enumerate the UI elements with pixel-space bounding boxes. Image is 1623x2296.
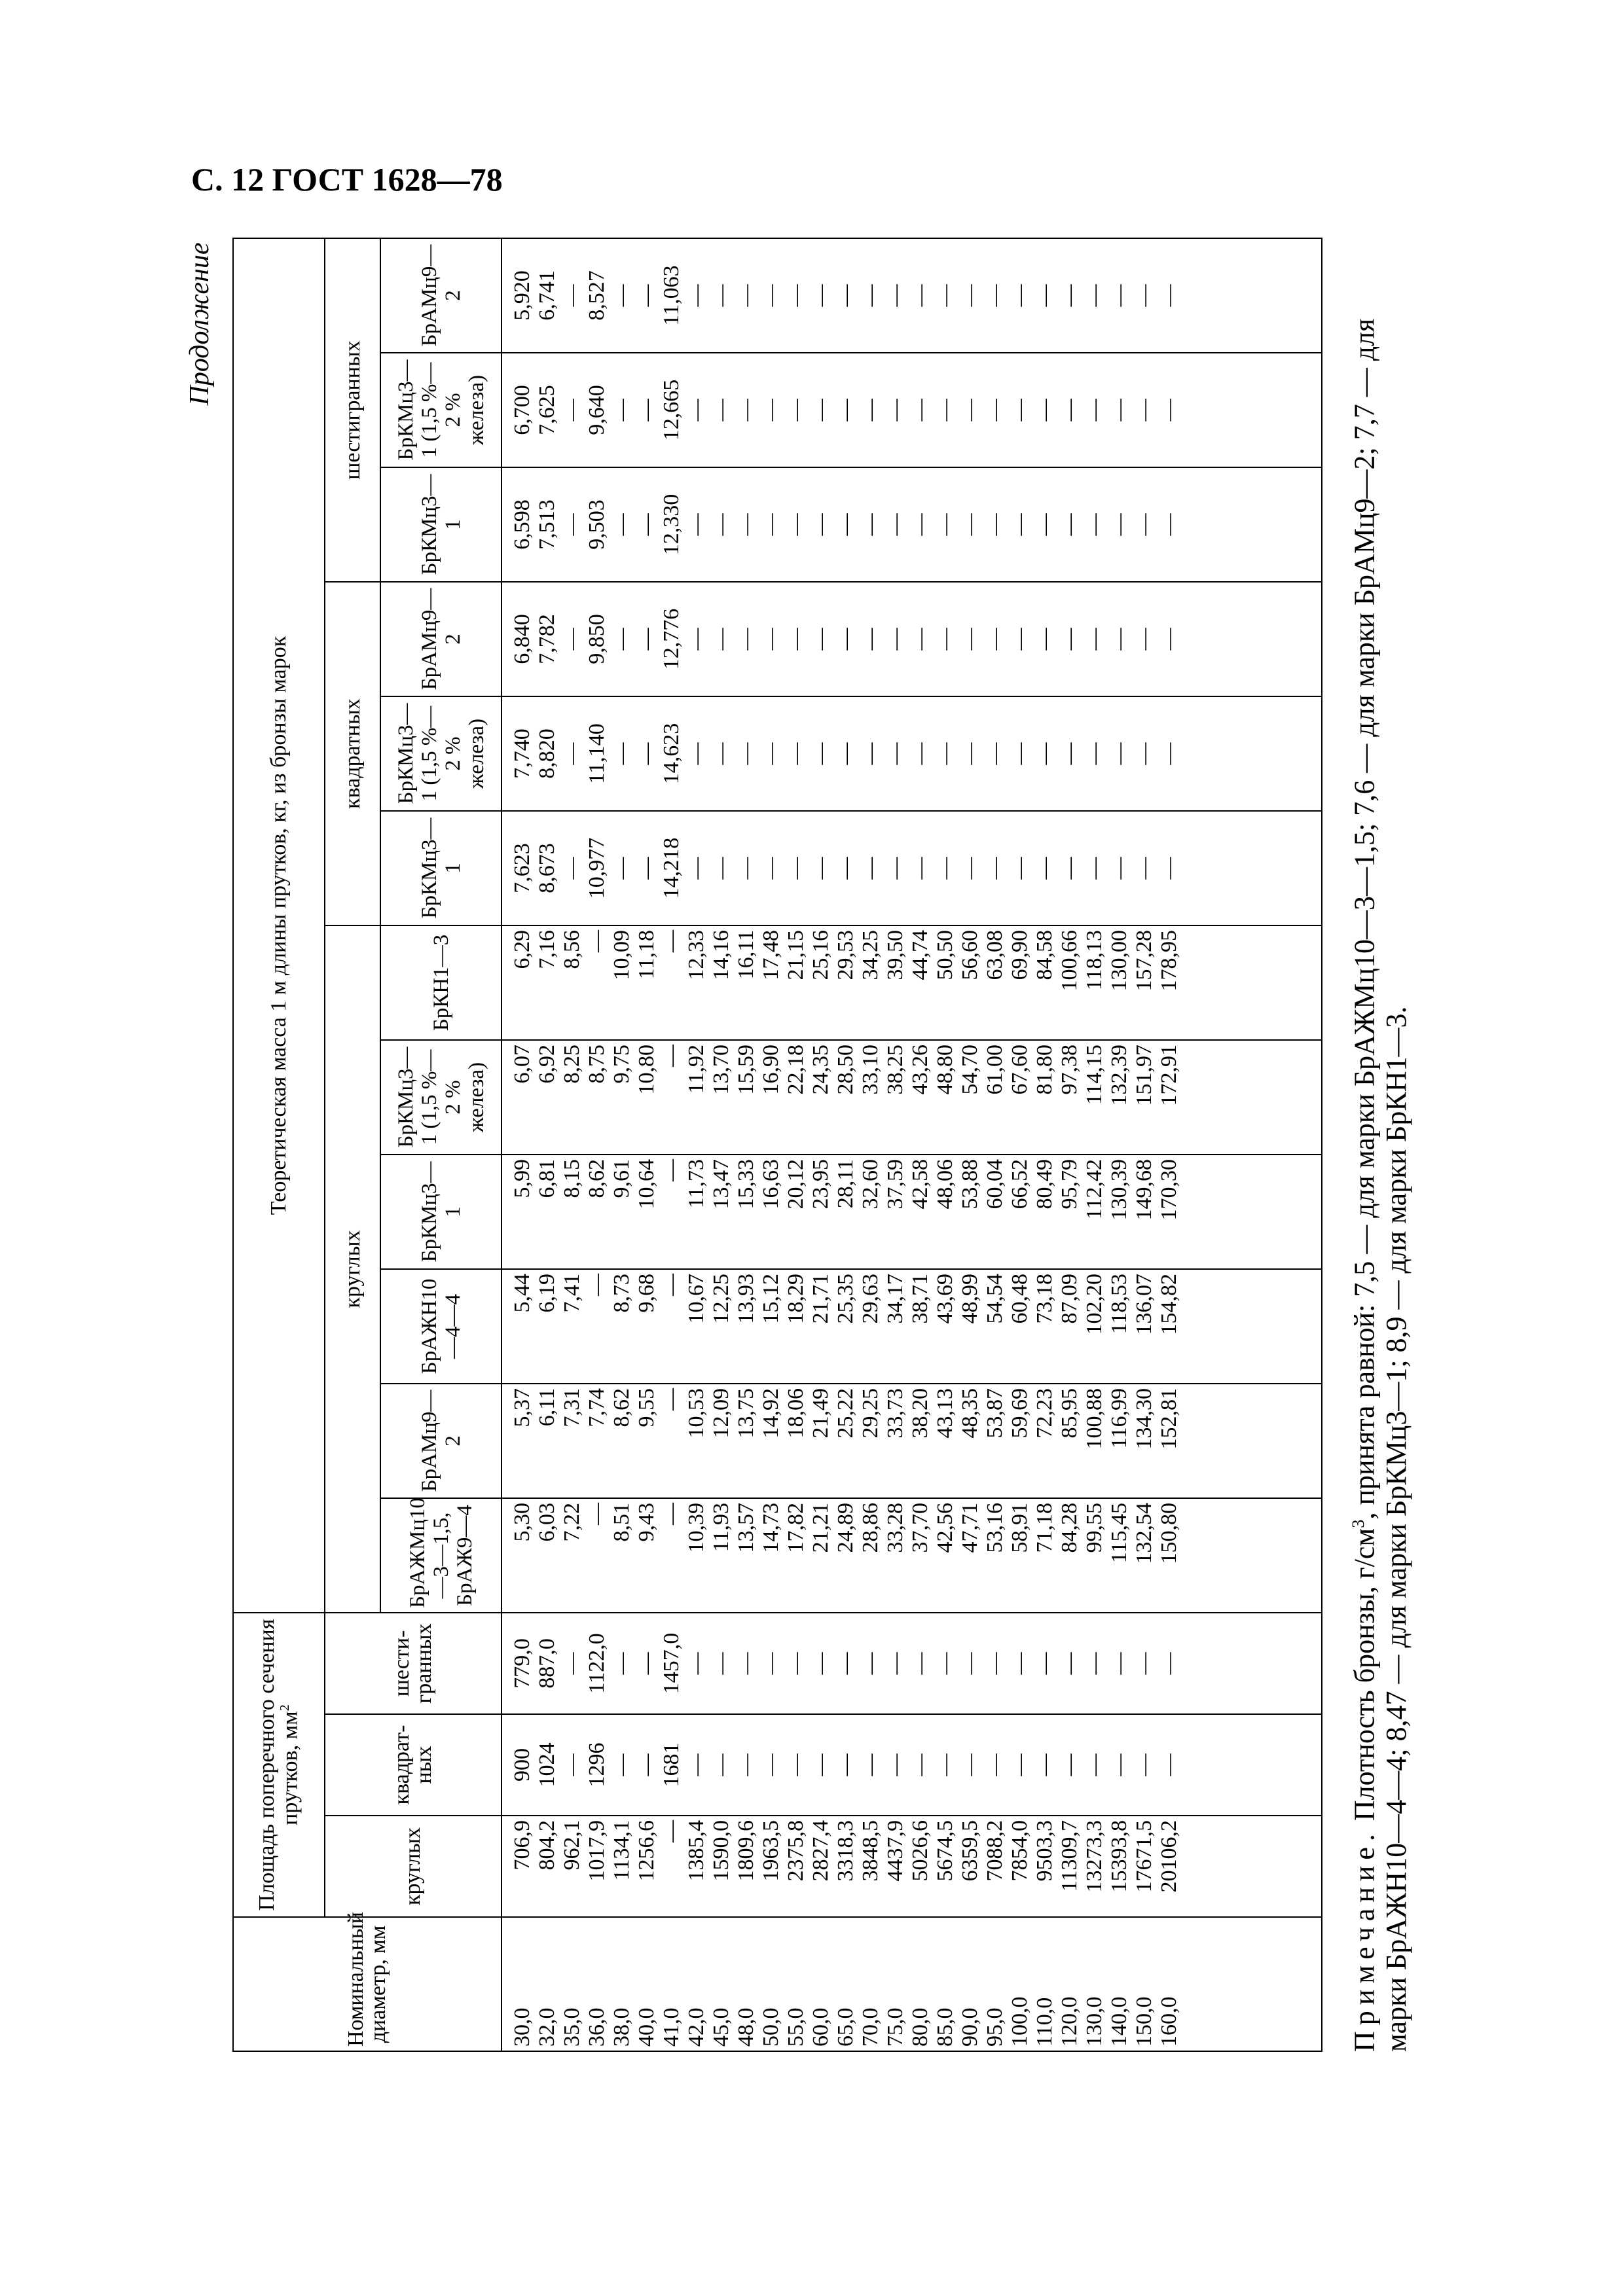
mass-values: 6,840 7,782 — 9,850 — — 12,776 — — — — — — — — — — — — — — — — — — — — <box>510 608 1181 670</box>
grade-header-square-3: БрАМц9—2 <box>380 582 501 696</box>
grade-header-hex-1: БрКМц3—1 <box>380 467 501 582</box>
diameter-values: 30,0 32,0 35,0 36,0 38,0 40,0 41,0 42,0 45,0 48,0 50,0 55,0 60,0 65,0 70,0 75,0 80,0 85,0 90,0 95,0 100,0 110,0 120,0 130,0 140,0 150,0 160,0 <box>510 1996 1181 2047</box>
grade-header-round-1: БрАЖМц10—3—1,5, БрАЖ9—4 <box>380 1498 501 1613</box>
grade-header-round-4: БрКМц3—1 <box>380 1155 501 1269</box>
area-round-column <box>501 1816 1322 1917</box>
area-subheader-square: квадрат-ных <box>325 1714 501 1816</box>
area-round-values: 706,9 804,2 962,1 1017,9 1134,1 1256,6 — 1385,4 1590,0 1809,6 1963,5 2375,8 2827,4 3318,3 3848,5 4437,9 5026,6 5674,5 6359,5 7088,2 7854,0 9503,3 11309,7 13273,3 15393,8 17671,5 20106,2 <box>510 1820 1181 1893</box>
mass-values: 6,29 7,16 8,56 — 10,09 11,18 — 12,33 14,16 16,11 17,48 21,15 25,16 29,53 34,25 39,50 44,74 50,50 56,60 63,08 69,90 84,58 100,66 118,13 130,00 157,28 178,95 <box>510 930 1181 992</box>
mass-column <box>501 696 1322 811</box>
note-text-after: , принята равной: 7,5 — для марки БрАЖМц10—3—1,5; 7,6 — для марки БрАМц9—2; 7,7 — для марки БрАЖН10—4—4; 8,47 — для марки БрКМц3—1; 8,9 — для марки БрКН1—3. <box>1348 318 1412 2052</box>
mass-column <box>501 1155 1322 1269</box>
mass-table <box>232 238 1322 2052</box>
mass-column <box>501 353 1322 467</box>
page-header: С. 12 ГОСТ 1628—78 <box>191 161 503 198</box>
area-header-exp: 2 <box>278 1704 293 1712</box>
area-header-text: Площадь поперечного сечения прутков, мм <box>255 1619 302 1911</box>
area-hex-column <box>501 1613 1322 1714</box>
area-hex-values: 779,0 887,0 — 1122,0 — — 1457,0 — — — — — — — — — — — — — — — — — — — — <box>510 1632 1181 1695</box>
group-header-hex: шестигранных <box>325 238 380 582</box>
area-square-column <box>501 1714 1322 1816</box>
mass-column <box>501 811 1322 925</box>
note-exp: 3 <box>1348 1519 1368 1528</box>
mass-column <box>501 582 1322 696</box>
group-header-round: круглых <box>325 925 380 1613</box>
mass-column <box>501 238 1322 353</box>
mass-values: 5,37 6,11 7,31 7,74 8,62 9,55 — 10,53 12,09 13,75 14,92 18,06 21,49 25,22 29,25 33,73 38,20 43,13 48,35 53,87 59,69 72,23 85,95 100,88 116,99 134,30 152,81 <box>510 1388 1181 1450</box>
diameter-column <box>501 1917 1322 2051</box>
grade-header-hex-3: БрАМц9—2 <box>380 238 501 353</box>
mass-values: 6,07 6,92 8,25 8,75 9,75 10,80 — 11,92 13,70 15,59 16,90 22,18 24,35 28,50 33,10 38,25 43,26 48,80 54,70 61,00 67,60 81,80 97,38 114,15 132,39 151,97 172,91 <box>510 1045 1181 1106</box>
note-text-before: Плотность бронзы, г/см <box>1348 1528 1381 1829</box>
mass-values: 7,740 8,820 — 11,140 — — 14,623 — — — — — — — — — — — — — — — — — — — — <box>510 723 1181 785</box>
group-header-square: квадратных <box>325 582 380 925</box>
grade-header-round-2: БрАМц9—2 <box>380 1384 501 1498</box>
note <box>1342 252 1412 2052</box>
diameter-header: Номинальный диаметр, мм <box>233 1917 501 2051</box>
note-label: Примечание. <box>1348 1828 1381 2052</box>
grade-header-square-1: БрКМц3—1 <box>380 811 501 925</box>
area-subheader-hex: шести-гранных <box>325 1613 501 1714</box>
area-subheader-round: круглых <box>325 1816 501 1917</box>
mass-column <box>501 1498 1322 1613</box>
area-square-values: 900 1024 — 1296 — — 1681 — — — — — — — — — — — — — — — — — — — — <box>510 1742 1181 1787</box>
mass-values: 5,920 6,741 — 8,527 — — 11,063 — — — — — — — — — — — — — — — — — — — — <box>510 265 1181 326</box>
mass-values: 5,30 6,03 7,22 — 8,51 9,43 — 10,39 11,93 13,57 14,73 17,82 21,21 24,89 28,86 33,28 37,70 42,56 47,71 53,16 58,91 71,18 84,28 99,55 115,45 132,54 150,80 <box>510 1503 1181 1564</box>
mass-column <box>501 1384 1322 1498</box>
mass-column <box>501 467 1322 582</box>
grade-header-round-3: БрАЖН10—4—4 <box>380 1269 501 1384</box>
area-header <box>233 1613 325 1917</box>
rotated-table-block <box>232 244 1476 2052</box>
grade-header-square-2: БрКМц3—1 (1,5 %—2 % железа) <box>380 696 501 811</box>
mass-column <box>501 1269 1322 1384</box>
mass-values: 5,99 6,81 8,15 8,62 9,61 10,64 — 11,73 13,47 15,33 16,63 20,12 23,95 28,11 32,60 37,59 42,58 48,06 53,88 60,04 66,52 80,49 95,79 112,42 130,39 149,68 170,30 <box>510 1159 1181 1221</box>
mass-column <box>501 1040 1322 1155</box>
continuation-text: Продолжение <box>185 242 215 406</box>
mass-header: Теоретическая масса 1 м длины прутков, кг, из бронзы марок <box>233 238 325 1613</box>
mass-values: 6,598 7,513 — 9,503 — — 12,330 — — — — — — — — — — — — — — — — — — — — <box>510 493 1181 556</box>
grade-header-hex-2: БрКМц3—1 (1,5 %—2 % железа) <box>380 353 501 467</box>
mass-values: 5,44 6,19 7,41 — 8,73 9,68 — 10,67 12,25 13,93 15,12 18,29 21,71 25,35 29,63 34,17 38,71 43,69 48,99 54,54 60,48 73,18 87,09 102,20 118,53 136,07 154,82 <box>510 1274 1181 1335</box>
mass-values: 7,623 8,673 — 10,977 — — 14,218 — — — — — — — — — — — — — — — — — — — — <box>510 837 1181 899</box>
mass-column <box>501 925 1322 1040</box>
mass-values: 6,700 7,625 — 9,640 — — 12,665 — — — — — — — — — — — — — — — — — — — — <box>510 379 1181 441</box>
grade-header-round-6: БрКН1—3 <box>380 925 501 1040</box>
continuation-label <box>177 242 223 406</box>
grade-header-round-5: БрКМц3—1 (1,5 %—2 % железа) <box>380 1040 501 1155</box>
